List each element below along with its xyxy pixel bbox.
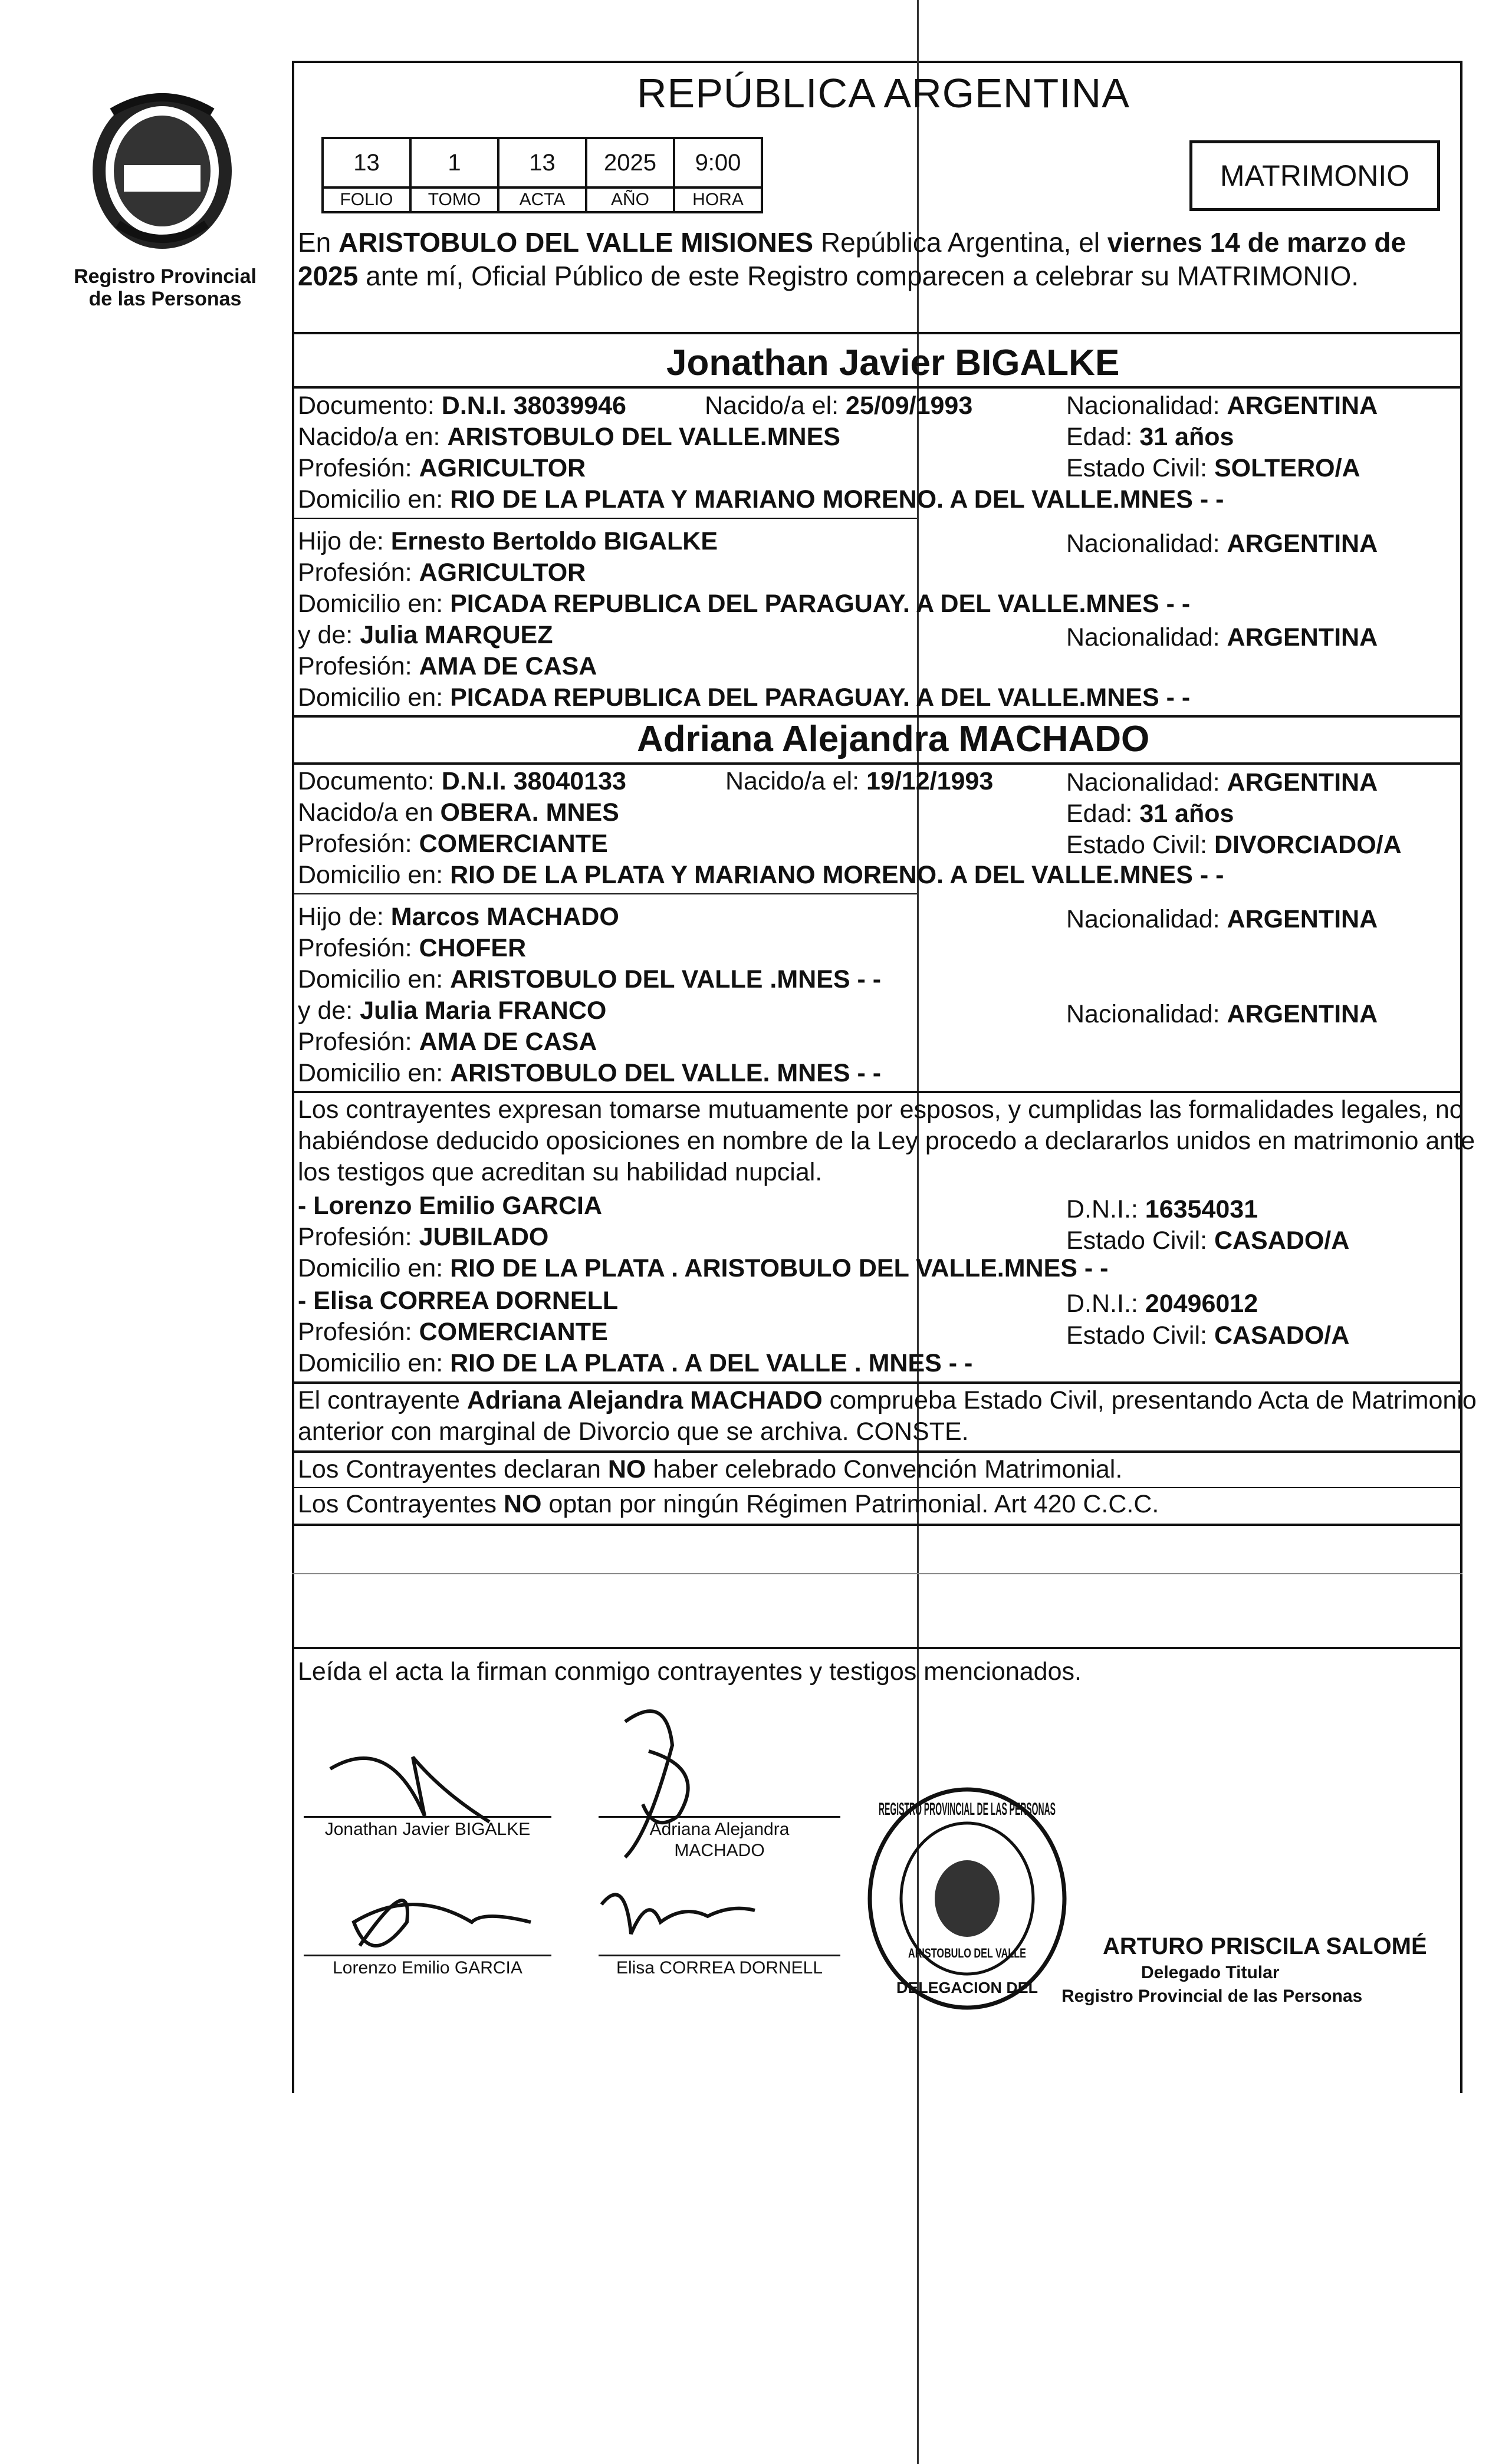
convencion-pre: Los Contrayentes declaran — [298, 1455, 608, 1483]
c2-nacido-el — [725, 766, 993, 796]
c2-nacido-en-label: Nacido/a en — [298, 798, 433, 827]
c2-padre-nac-label: Nacionalidad: — [1066, 905, 1220, 933]
c1-padre — [298, 527, 718, 556]
c2-nacido-en — [298, 798, 619, 827]
t1-dom-label: Domicilio en: — [298, 1254, 443, 1282]
c2-madre-dom-value: ARISTOBULO DEL VALLE. MNES - - — [450, 1059, 882, 1087]
sig-name-elisa: Elisa CORREA DORNELL — [616, 1958, 823, 1978]
c1-edad-value: 31 años — [1139, 423, 1234, 451]
c1-padre-nac-label: Nacionalidad: — [1066, 529, 1220, 558]
t1-prof-label: Profesión: — [298, 1223, 412, 1251]
c1-estado-civil-value: SOLTERO/A — [1214, 454, 1360, 482]
c1-madre-dom-label: Domicilio en: — [298, 683, 443, 712]
convencion-line — [298, 1455, 1122, 1484]
c1-nacido-en — [298, 422, 840, 452]
c1-madre-prof-value: AMA DE CASA — [419, 652, 597, 680]
c1-edad — [1066, 422, 1234, 452]
c1-madre-nacionalidad — [1066, 623, 1378, 652]
divider-c2-parents — [292, 893, 917, 894]
regimen-line — [298, 1489, 1159, 1519]
nota-line2: anterior con marginal de Divorcio que se archiva. CONSTE. — [298, 1417, 969, 1446]
c1-profesion-label: Profesión: — [298, 454, 412, 482]
testigo1-domicilio — [298, 1254, 1109, 1283]
sig-line-lorenzo — [304, 1955, 551, 1956]
testigo1-profesion — [298, 1222, 548, 1252]
t1-dni-value: 16354031 — [1145, 1195, 1258, 1223]
form-right-border-bottom — [1460, 1798, 1462, 2093]
declaracion-line3: los testigos que acreditan su habilidad nupcial. — [298, 1158, 823, 1186]
c1-padre-prof-value: AGRICULTOR — [419, 558, 586, 587]
c1-madre-dom-value: PICADA REPUBLICA DEL PARAGUAY. A DEL VALLE.MNES - - — [450, 683, 1191, 712]
c2-madre-value: Julia Maria FRANCO — [360, 996, 607, 1025]
testigo2-profesion — [298, 1317, 608, 1347]
c2-padre-profesion — [298, 933, 526, 963]
c1-madre-domicilio — [298, 683, 1190, 712]
c2-profesion-label: Profesión: — [298, 830, 412, 858]
t2-ec-value: CASADO/A — [1214, 1321, 1350, 1350]
c2-profesion — [298, 829, 608, 858]
c2-documento-value: D.N.I. 38040133 — [441, 767, 626, 795]
stamp-inner-text: ARISTOBULO DEL VALLE — [908, 1946, 1026, 1960]
c2-nacionalidad — [1066, 768, 1378, 797]
c2-nacido-el-value: 19/12/1993 — [866, 767, 994, 795]
divider-c1-parents — [292, 518, 917, 519]
c1-nacido-en-label: Nacido/a en: — [298, 423, 441, 451]
c2-edad — [1066, 799, 1234, 828]
form-left-border-bottom — [292, 1798, 294, 2093]
c2-edad-value: 31 años — [1139, 800, 1234, 828]
c1-profesion — [298, 453, 586, 483]
c2-madre-nac-value: ARGENTINA — [1227, 1000, 1378, 1028]
c2-padre-domicilio — [298, 965, 881, 994]
c2-padre-prof-label: Profesión: — [298, 934, 412, 962]
regimen-no: NO — [503, 1490, 542, 1518]
form-left-border — [292, 61, 294, 1800]
c1-documento-label: Documento: — [298, 392, 435, 420]
cierre-line: Leída el acta la firman conmigo contrayentes y testigos mencionados. — [298, 1657, 1082, 1686]
tomo-label: TOMO — [410, 187, 498, 212]
c2-nacionalidad-label: Nacionalidad: — [1066, 768, 1220, 797]
c2-padre-nacionalidad — [1066, 904, 1378, 934]
sig-line-elisa — [599, 1955, 840, 1956]
testigo1-estado-civil — [1066, 1226, 1349, 1255]
registry-stamp — [861, 1781, 1073, 2016]
folio-label: FOLIO — [323, 187, 410, 212]
hora-value: 9:00 — [674, 138, 762, 187]
divider-c2-body — [292, 762, 1462, 765]
c1-padre-dom-label: Domicilio en: — [298, 590, 443, 618]
c2-nacido-en-value: OBERA. MNES — [440, 798, 619, 827]
c2-madre — [298, 996, 606, 1025]
act-type-box: MATRIMONIO — [1189, 140, 1440, 211]
c1-nacido-el-value: 25/09/1993 — [846, 392, 973, 420]
c2-padre-dom-label: Domicilio en: — [298, 965, 443, 994]
c2-estado-civil-label: Estado Civil: — [1066, 831, 1207, 859]
sig-line-adriana — [599, 1816, 840, 1818]
c2-documento — [298, 766, 626, 796]
anio-label: AÑO — [586, 187, 674, 212]
hora-label: HORA — [674, 187, 762, 212]
t2-dni-label: D.N.I.: — [1066, 1289, 1138, 1318]
convencion-rest: haber celebrado Convención Matrimonial. — [646, 1455, 1123, 1483]
c2-domicilio — [298, 860, 1224, 890]
c1-nacido-el-label: Nacido/a el: — [705, 392, 839, 420]
tomo-value: 1 — [410, 138, 498, 187]
c1-madre-value: Julia MARQUEZ — [360, 621, 553, 649]
c1-profesion-value: AGRICULTOR — [419, 454, 586, 482]
sig-name-jonathan: Jonathan Javier BIGALKE — [324, 1820, 531, 1839]
c1-documento-value: D.N.I. 38039946 — [441, 392, 626, 420]
oficial-role-1: Delegado Titular — [1141, 1963, 1280, 1982]
form-right-border — [1460, 61, 1462, 1800]
convencion-no: NO — [607, 1455, 646, 1483]
c1-madre-prof-label: Profesión: — [298, 652, 412, 680]
c1-padre-dom-value: PICADA REPUBLICA DEL PARAGUAY. A DEL VALLE.MNES - - — [450, 590, 1191, 618]
c2-madre-domicilio — [298, 1058, 881, 1088]
logo-caption-line2: de las Personas — [88, 288, 242, 310]
testigo2-dni — [1066, 1289, 1258, 1318]
intro-mid: República Argentina, el — [813, 227, 1107, 258]
anio-value: 2025 — [586, 138, 674, 187]
c2-nacido-el-label: Nacido/a el: — [725, 767, 860, 795]
divider-header — [292, 332, 1462, 334]
c1-madre-nac-value: ARGENTINA — [1227, 623, 1378, 652]
c1-nacido-el — [705, 391, 972, 420]
divider-c1 — [292, 386, 1462, 389]
c1-madre-profesion — [298, 652, 597, 681]
acta-label: ACTA — [498, 187, 586, 212]
c1-estado-civil — [1066, 453, 1360, 483]
testigo2-domicilio — [298, 1348, 972, 1378]
c2-documento-label: Documento: — [298, 767, 435, 795]
divider-blank-mid — [292, 1573, 1462, 1574]
divider-c2 — [292, 715, 1462, 718]
t1-ec-value: CASADO/A — [1214, 1226, 1350, 1255]
provincia-seal-logo — [83, 77, 242, 259]
folio-value: 13 — [323, 138, 410, 187]
c2-madre-prof-value: AMA DE CASA — [419, 1028, 597, 1056]
c2-edad-label: Edad: — [1066, 800, 1133, 828]
t2-prof-label: Profesión: — [298, 1318, 412, 1346]
c2-padre-label: Hijo de: — [298, 903, 384, 931]
c1-padre-label: Hijo de: — [298, 527, 384, 555]
c1-padre-profesion — [298, 558, 586, 587]
divider-nota — [292, 1381, 1462, 1384]
c1-nacionalidad-label: Nacionalidad: — [1066, 392, 1220, 420]
t1-ec-label: Estado Civil: — [1066, 1226, 1207, 1255]
c1-domicilio-value: RIO DE LA PLATA Y MARIANO MORENO. A DEL VALLE.MNES - - — [450, 485, 1224, 514]
nota-pre: El contrayente — [298, 1386, 467, 1414]
divider-regimen — [292, 1487, 1462, 1488]
intro-place: ARISTOBULO DEL VALLE MISIONES — [338, 227, 814, 258]
declaracion-line1: Los contrayentes expresan tomarse mutuamente por esposos, y cumplidas las formalidades legales, no — [298, 1096, 1464, 1124]
contrayente2-name: Adriana Alejandra MACHADO — [637, 719, 1150, 759]
stamp-bottom-text: DELEGACION DEL — [896, 1979, 1038, 1996]
c1-padre-domicilio — [298, 589, 1190, 619]
c2-madre-dom-label: Domicilio en: — [298, 1059, 443, 1087]
c2-estado-civil-value: DIVORCIADO/A — [1214, 831, 1402, 859]
testigo2-name: - Elisa CORREA DORNELL — [298, 1287, 619, 1315]
c2-estado-civil — [1066, 830, 1402, 860]
regimen-rest: optan por ningún Régimen Patrimonial. Art 420 C.C.C. — [541, 1490, 1159, 1518]
c1-documento — [298, 391, 626, 420]
sig-name-adriana-1: Adriana Alejandra — [649, 1820, 790, 1839]
divider-blank-top — [292, 1524, 1462, 1526]
form-top-border — [292, 61, 1462, 63]
declaracion-line2: habiéndose deducido oposiciones en nombre de la Ley procedo a declararlos unidos en matrimonio ante — [298, 1127, 1475, 1155]
c1-madre — [298, 620, 553, 650]
c1-padre-nacionalidad — [1066, 529, 1378, 558]
nota-line1 — [298, 1386, 1477, 1415]
intro-year: 2025 — [298, 261, 359, 291]
c2-domicilio-label: Domicilio en: — [298, 861, 443, 889]
c1-domicilio-label: Domicilio en: — [298, 485, 443, 514]
testigo2-estado-civil — [1066, 1321, 1349, 1350]
t1-prof-value: JUBILADO — [419, 1223, 549, 1251]
t1-dom-value: RIO DE LA PLATA . ARISTOBULO DEL VALLE.MNES - - — [450, 1254, 1109, 1282]
intro-pre: En — [298, 227, 339, 258]
stamp-circle-text: REGISTRO PROVINCIAL DE LAS PERSONAS — [879, 1800, 1056, 1819]
acta-value: 13 — [498, 138, 586, 187]
c1-padre-value: Ernesto Bertoldo BIGALKE — [390, 527, 718, 555]
c2-padre-nac-value: ARGENTINA — [1227, 905, 1378, 933]
c1-nacionalidad — [1066, 391, 1378, 420]
t1-dni-label: D.N.I.: — [1066, 1195, 1138, 1223]
c2-nacionalidad-value: ARGENTINA — [1227, 768, 1378, 797]
oficial-role-2: Registro Provincial de las Personas — [1061, 1986, 1363, 2006]
c2-madre-nacionalidad — [1066, 999, 1378, 1029]
t2-prof-value: COMERCIANTE — [419, 1318, 608, 1346]
divider-cierre — [292, 1647, 1462, 1649]
c2-madre-label: y de: — [298, 996, 353, 1025]
intro-line-1 — [298, 226, 1406, 259]
t2-ec-label: Estado Civil: — [1066, 1321, 1207, 1350]
c1-domicilio — [298, 485, 1224, 514]
c2-madre-prof-label: Profesión: — [298, 1028, 412, 1056]
divider-declaracion — [292, 1091, 1462, 1093]
testigo1-name: - Lorenzo Emilio GARCIA — [298, 1192, 602, 1220]
c1-padre-nac-value: ARGENTINA — [1227, 529, 1378, 558]
nota-rest: comprueba Estado Civil, presentando Acta de Matrimonio — [822, 1386, 1477, 1414]
c2-padre-dom-value: ARISTOBULO DEL VALLE .MNES - - — [450, 965, 882, 994]
contrayente1-name: Jonathan Javier BIGALKE — [666, 343, 1120, 383]
sig-line-jonathan — [304, 1816, 551, 1818]
c2-padre — [298, 902, 619, 932]
c1-estado-civil-label: Estado Civil: — [1066, 454, 1207, 482]
oficial-name: ARTURO PRISCILA SALOMÉ — [1103, 1933, 1427, 1959]
t2-dni-value: 20496012 — [1145, 1289, 1258, 1318]
t2-dom-label: Domicilio en: — [298, 1349, 443, 1377]
c2-padre-prof-value: CHOFER — [419, 934, 527, 962]
intro-line-2 — [298, 259, 1359, 292]
nota-name: Adriana Alejandra MACHADO — [466, 1386, 823, 1414]
sig-name-adriana-2: MACHADO — [674, 1841, 765, 1860]
logo-caption-line1: Registro Provincial — [74, 265, 257, 288]
c1-edad-label: Edad: — [1066, 423, 1133, 451]
c1-nacido-en-value: ARISTOBULO DEL VALLE.MNES — [447, 423, 840, 451]
c1-madre-nac-label: Nacionalidad: — [1066, 623, 1220, 652]
c1-madre-label: y de: — [298, 621, 353, 649]
sig-name-lorenzo: Lorenzo Emilio GARCIA — [333, 1958, 522, 1978]
c1-padre-prof-label: Profesión: — [298, 558, 412, 587]
c1-nacionalidad-value: ARGENTINA — [1227, 392, 1378, 420]
c2-domicilio-value: RIO DE LA PLATA Y MARIANO MORENO. A DEL VALLE.MNES - - — [450, 861, 1224, 889]
intro-date: viernes 14 de marzo de — [1107, 227, 1406, 258]
record-table — [321, 137, 763, 213]
c2-madre-nac-label: Nacionalidad: — [1066, 1000, 1220, 1028]
page-title: REPÚBLICA ARGENTINA — [637, 70, 1130, 116]
c2-madre-profesion — [298, 1027, 597, 1057]
intro-rest: ante mí, Oficial Público de este Registro comparecen a celebrar su MATRIMONIO. — [358, 261, 1359, 291]
divider-convencion — [292, 1450, 1462, 1453]
c2-profesion-value: COMERCIANTE — [419, 830, 608, 858]
testigo1-dni — [1066, 1195, 1258, 1224]
c2-padre-value: Marcos MACHADO — [390, 903, 619, 931]
regimen-pre: Los Contrayentes — [298, 1490, 504, 1518]
t2-dom-value: RIO DE LA PLATA . A DEL VALLE . MNES - - — [450, 1349, 973, 1377]
logo-caption — [71, 265, 259, 310]
